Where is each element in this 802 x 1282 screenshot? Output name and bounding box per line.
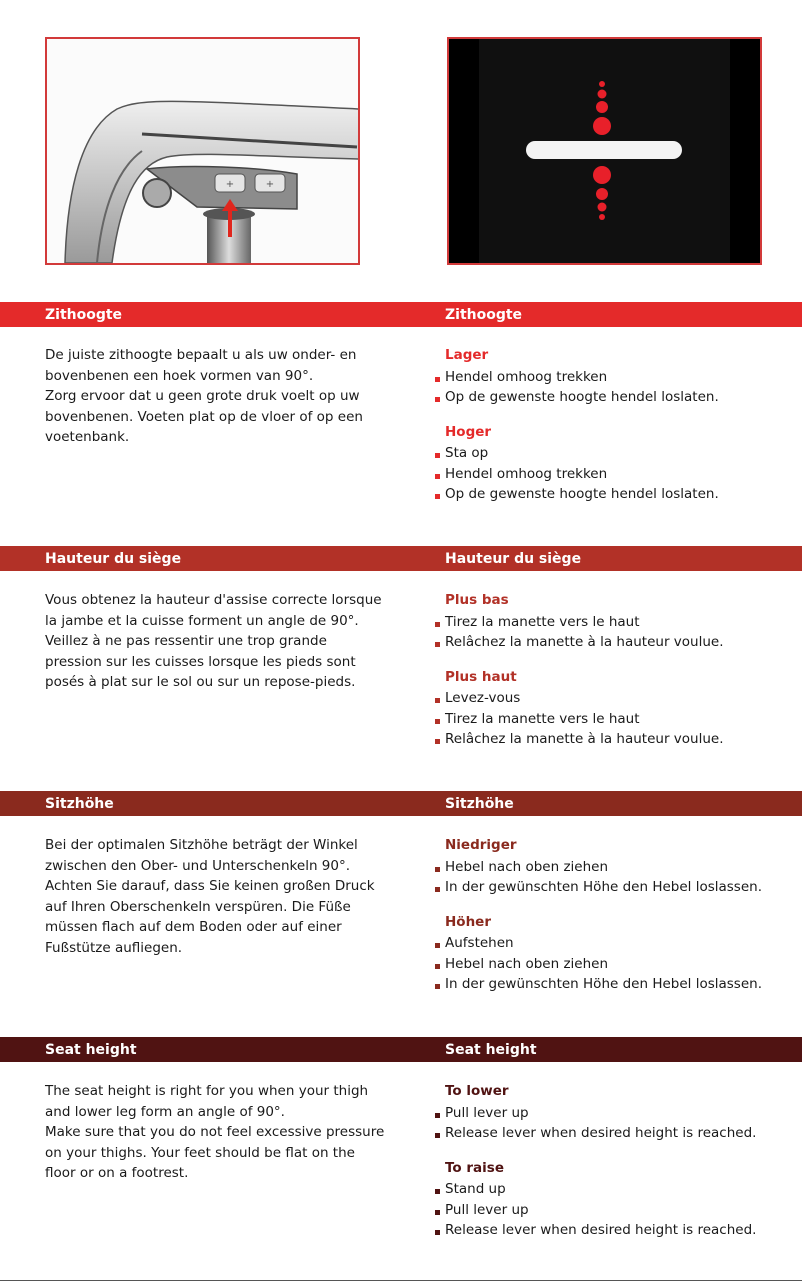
section-body-nl: [45, 345, 385, 448]
step-item: Op de gewenste hoogte hendel loslaten.: [445, 484, 790, 505]
section-title-left: Seat height: [45, 1042, 137, 1058]
section-steps-fr: [445, 590, 790, 764]
lower-title: Lager: [445, 347, 489, 363]
lower-title: Plus bas: [445, 592, 509, 608]
section-body-en: [45, 1081, 385, 1184]
step-item: Tirez la manette vers le haut: [445, 612, 790, 633]
section-title-right: Seat height: [445, 1042, 537, 1058]
body-paragraph: Bei der optimalen Sitzhöhe beträgt der Winkel zwischen den Ober- und Unterschenkeln 90°.: [45, 837, 358, 874]
height-adjust-symbol: [447, 37, 762, 265]
step-item: Stand up: [445, 1179, 790, 1200]
section-header-fr: [0, 546, 802, 571]
step-item: Tirez la manette vers le haut: [445, 709, 790, 730]
section-title-left: Zithoogte: [45, 307, 123, 323]
step-item: Hendel omhoog trekken: [445, 367, 790, 388]
svg-text:+: +: [225, 179, 235, 190]
chair-lever-photo: [45, 37, 360, 265]
section-steps-nl: [445, 345, 790, 519]
section-steps-en: [445, 1081, 790, 1255]
step-item: Release lever when desired height is reached.: [445, 1220, 790, 1241]
section-body-de: [45, 835, 385, 958]
step-item: Pull lever up: [445, 1103, 790, 1124]
section-steps-de: [445, 835, 790, 1009]
step-item: Hebel nach oben ziehen: [445, 954, 790, 975]
step-item: Pull lever up: [445, 1200, 790, 1221]
step-item: Hendel omhoog trekken: [445, 464, 790, 485]
raise-title: Plus haut: [445, 668, 517, 685]
step-item: Aufstehen: [445, 933, 790, 954]
raise-title: To raise: [445, 1159, 504, 1176]
raise-title: Höher: [445, 913, 491, 930]
body-paragraph: Make sure that you do not feel excessive pressure on your thighs. Your feet should be flat on the floor or on a footrest.: [45, 1124, 385, 1181]
raise-title: Hoger: [445, 423, 492, 440]
step-item: In der gewünschten Höhe den Hebel loslassen.: [445, 974, 790, 995]
section-header-de: [0, 791, 802, 816]
step-item: Relâchez la manette à la hauteur voulue.: [445, 729, 790, 750]
section-body-fr: [45, 590, 385, 693]
section-title-right: Hauteur du siège: [445, 551, 582, 567]
svg-text:+: +: [265, 179, 275, 190]
body-paragraph: Veillez à ne pas ressentir une trop grande pression sur les cuisses lorsque les pieds sont posés à plat sur le sol ou sur un repose-pieds.: [45, 633, 356, 690]
section-header-nl: [0, 302, 802, 327]
section-title-left: Sitzhöhe: [45, 796, 114, 812]
step-item: In der gewünschten Höhe den Hebel loslassen.: [445, 877, 790, 898]
body-paragraph: De juiste zithoogte bepaalt u als uw onder- en bovenbenen een hoek vormen van 90°.: [45, 347, 357, 384]
step-item: Levez-vous: [445, 688, 790, 709]
section-title-left: Hauteur du siège: [45, 551, 182, 567]
lower-title: Niedriger: [445, 837, 517, 853]
body-paragraph: Vous obtenez la hauteur d'assise correcte lorsque la jambe et la cuisse forment un angle de 90°.: [45, 592, 382, 629]
body-paragraph: Achten Sie darauf, dass Sie keinen großen Druck auf Ihren Oberschenkeln verspüren. Die Füße müssen flach auf dem Boden oder auf einer Fußstütze aufliegen.: [45, 878, 375, 956]
step-item: Relâchez la manette à la hauteur voulue.: [445, 632, 790, 653]
step-item: Op de gewenste hoogte hendel loslaten.: [445, 387, 790, 408]
step-item: Hebel nach oben ziehen: [445, 857, 790, 878]
section-title-right: Zithoogte: [445, 307, 523, 323]
lower-title: To lower: [445, 1083, 509, 1099]
body-paragraph: The seat height is right for you when your thigh and lower leg form an angle of 90°.: [45, 1083, 369, 1120]
section-title-right: Sitzhöhe: [445, 796, 514, 812]
body-paragraph: Zorg ervoor dat u geen grote druk voelt op uw bovenbenen. Voeten plat op de vloer of op een voetenbank.: [45, 388, 363, 445]
bottom-divider: [0, 1280, 802, 1281]
section-header-en: [0, 1037, 802, 1062]
step-item: Release lever when desired height is reached.: [445, 1123, 790, 1144]
step-item: Sta op: [445, 443, 790, 464]
